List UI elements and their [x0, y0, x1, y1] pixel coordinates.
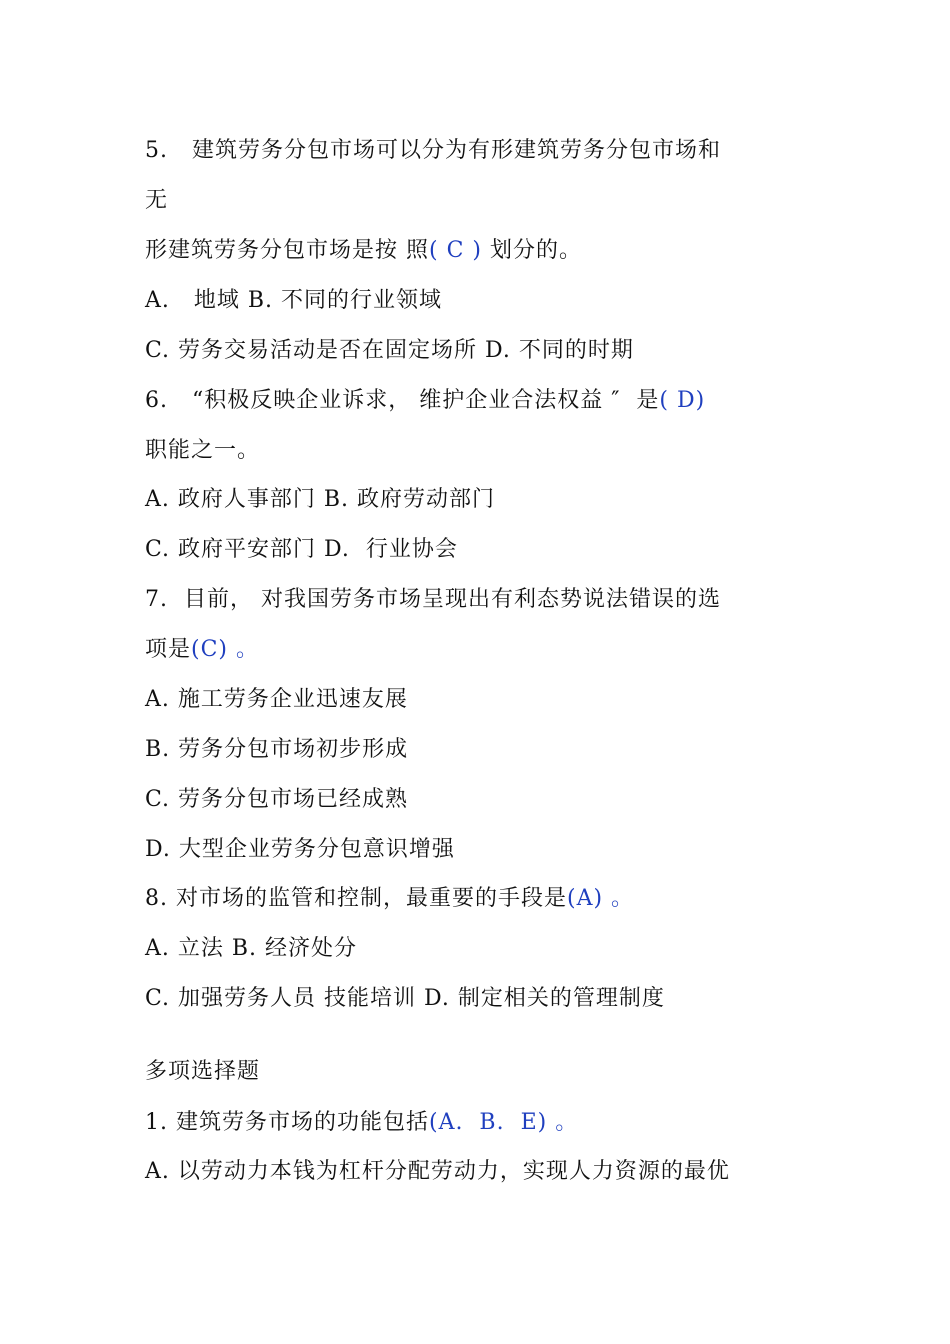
- q5-line3: [145, 237, 582, 265]
- m1-line1: [145, 1109, 578, 1137]
- q7-option-a: A. 施工劳务企业迅速友展: [145, 687, 408, 712]
- q8-text: 8. 对市场的监管和控制，最重要的手段是: [145, 886, 567, 911]
- m1-option-a: A. 以劳动力本钱为杠杆分配劳动力，实现人力资源的最优: [145, 1159, 730, 1184]
- q6-answer: ( D): [659, 388, 706, 413]
- q8-options-ab: A. 立法 B. 经济处分: [145, 936, 358, 961]
- q7-line1: 7. 目前， 对我国劳务市场呈现出有利态势说法错误的选: [145, 587, 721, 612]
- q8-line1: [145, 885, 634, 913]
- q7-text: 项是: [145, 637, 192, 662]
- q7-line2: [145, 636, 259, 664]
- m1-text: 1. 建筑劳务市场的功能包括: [145, 1110, 429, 1135]
- q7-option-c: C. 劳务分包市场已经成熟: [145, 787, 409, 812]
- q7-option-b: B. 劳务分包市场初步形成: [145, 737, 409, 762]
- q6-line1: [145, 387, 705, 415]
- q5-text-end: 划分的。: [482, 238, 582, 263]
- q5-answer: ( C ): [429, 238, 482, 263]
- q5-line2: 无: [145, 188, 169, 213]
- m1-answer: (A. B. E) 。: [428, 1110, 579, 1135]
- q7-option-d: D. 大型企业劳务分包意识增强: [145, 837, 455, 862]
- q5-options-cd: C. 劳务交易活动是否在固定场所 D. 不同的时期: [145, 338, 634, 363]
- q5-options-ab: A. 地域 B. 不同的行业领域: [145, 288, 443, 313]
- q5-text: 形建筑劳务分包市场是按 照: [145, 238, 429, 263]
- q6-options-ab: A. 政府人事部门 B. 政府劳动部门: [145, 487, 496, 512]
- q6-text: 6. “积极反映企业诉求， 维护企业合法权益 ″ 是: [145, 388, 660, 413]
- section-title: 多项选择题: [145, 1059, 261, 1084]
- q7-answer: (C) 。: [191, 637, 260, 662]
- q6-line2: 职能之一。: [145, 438, 261, 463]
- q8-options-cd: C. 加强劳务人员 技能培训 D. 制定相关的管理制度: [145, 986, 665, 1011]
- q8-answer: (A) 。: [567, 886, 635, 911]
- q6-options-cd: C. 政府平安部门 D. 行业协会: [145, 537, 458, 562]
- q5-line1: 5. 建筑劳务分包市场可以分为有形建筑劳务分包市场和: [145, 138, 721, 163]
